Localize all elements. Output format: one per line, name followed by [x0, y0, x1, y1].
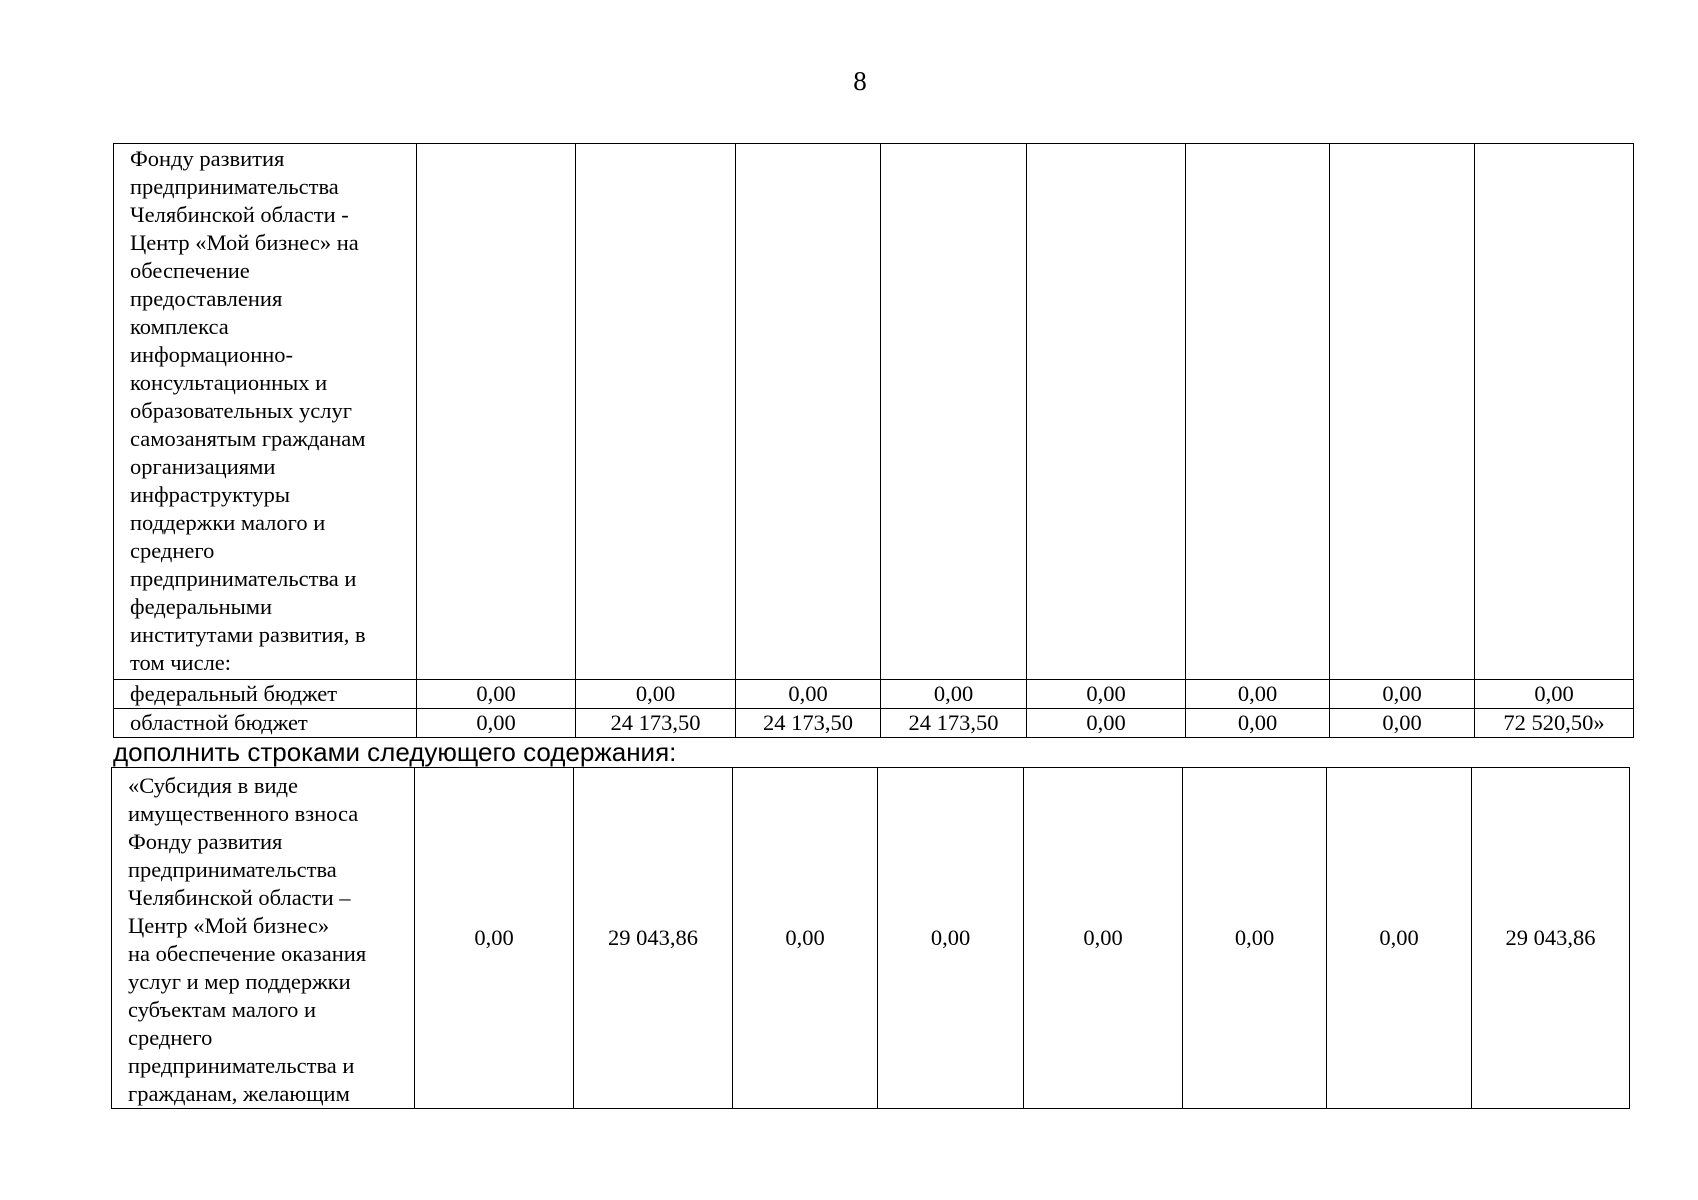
- value-cell: 0,00: [1330, 709, 1475, 738]
- empty-cell: [1186, 144, 1330, 680]
- empty-cell: [1027, 144, 1186, 680]
- value-cell: 29 043,86: [574, 768, 733, 1109]
- description-line: комплекса: [130, 314, 229, 339]
- budget-table-bottom: [111, 767, 1630, 1109]
- value-cell: 0,00: [1183, 768, 1327, 1109]
- budget-table-top: [113, 143, 1634, 738]
- description-line: предпринимательства и: [128, 1053, 355, 1078]
- description-line: поддержки малого и: [130, 510, 326, 535]
- description-line: консультационных и: [130, 370, 328, 395]
- description-line: субъектам малого и: [128, 997, 317, 1022]
- empty-cell: [417, 144, 576, 680]
- description-line: предпринимательства: [128, 857, 337, 882]
- description-line: среднего: [128, 1025, 213, 1050]
- value-cell: 0,00: [1330, 680, 1475, 709]
- table-row: [114, 144, 1634, 680]
- value-cell: 72 520,50»: [1475, 709, 1634, 738]
- description-line: том числе:: [130, 650, 232, 675]
- description-line: на обеспечение оказания: [128, 941, 367, 966]
- description-line: «Субсидия в виде: [128, 773, 298, 798]
- description-line: услуг и мер поддержки: [128, 969, 351, 994]
- table-row-regional-budget: [114, 709, 1634, 738]
- table-row: [112, 768, 1630, 1109]
- description-line: образовательных услуг: [130, 398, 352, 423]
- description-line: информационно-: [130, 342, 294, 367]
- empty-cell: [736, 144, 881, 680]
- description-line: федеральными: [130, 594, 273, 619]
- description-cell: [112, 768, 415, 1109]
- description-line: предпринимательства: [130, 174, 339, 199]
- value-cell: 0,00: [1186, 709, 1330, 738]
- description-line: Центр «Мой бизнес» на: [130, 230, 359, 255]
- description-line: Фонду развития: [128, 829, 283, 854]
- description-line: институтами развития, в: [130, 622, 366, 647]
- value-cell: 0,00: [1027, 680, 1186, 709]
- description-line: среднего: [130, 538, 215, 563]
- row-label: федеральный бюджет: [114, 680, 417, 709]
- value-cell: 24 173,50: [736, 709, 881, 738]
- page-number: 8: [853, 66, 867, 96]
- empty-cell: [1330, 144, 1475, 680]
- description-line: самозанятым гражданам: [130, 426, 366, 451]
- value-cell: 0,00: [878, 768, 1024, 1109]
- description-cell: [114, 144, 417, 680]
- value-cell: 0,00: [1475, 680, 1634, 709]
- description-line: предпринимательства и: [130, 566, 357, 591]
- value-cell: 0,00: [881, 680, 1027, 709]
- value-cell: 24 173,50: [576, 709, 736, 738]
- value-cell: 29 043,86: [1472, 768, 1630, 1109]
- empty-cell: [576, 144, 736, 680]
- row-label: областной бюджет: [114, 709, 417, 738]
- value-cell: 0,00: [1327, 768, 1472, 1109]
- value-cell: 0,00: [1024, 768, 1183, 1109]
- description-line: гражданам, желающим: [128, 1081, 350, 1106]
- description-line: имущественного взноса: [128, 801, 359, 826]
- table-row-federal-budget: [114, 680, 1634, 709]
- description-line: предоставления: [130, 286, 283, 311]
- value-cell: 0,00: [415, 768, 574, 1109]
- description-line: инфраструктуры: [130, 482, 290, 507]
- value-cell: 0,00: [736, 680, 881, 709]
- value-cell: 0,00: [1027, 709, 1186, 738]
- empty-cell: [881, 144, 1027, 680]
- empty-cell: [1475, 144, 1634, 680]
- description-line: Центр «Мой бизнес»: [128, 913, 330, 938]
- value-cell: 0,00: [576, 680, 736, 709]
- description-line: обеспечение: [130, 258, 250, 283]
- value-cell: 24 173,50: [881, 709, 1027, 738]
- description-line: Челябинской области -: [130, 202, 349, 227]
- description-line: Фонду развития: [130, 146, 285, 171]
- value-cell: 0,00: [733, 768, 878, 1109]
- value-cell: 0,00: [417, 680, 576, 709]
- value-cell: 0,00: [1186, 680, 1330, 709]
- value-cell: 0,00: [417, 709, 576, 738]
- description-line: организациями: [130, 454, 276, 479]
- description-line: Челябинской области –: [128, 885, 351, 910]
- intro-text: дополнить строками следующего содержания:: [113, 737, 677, 767]
